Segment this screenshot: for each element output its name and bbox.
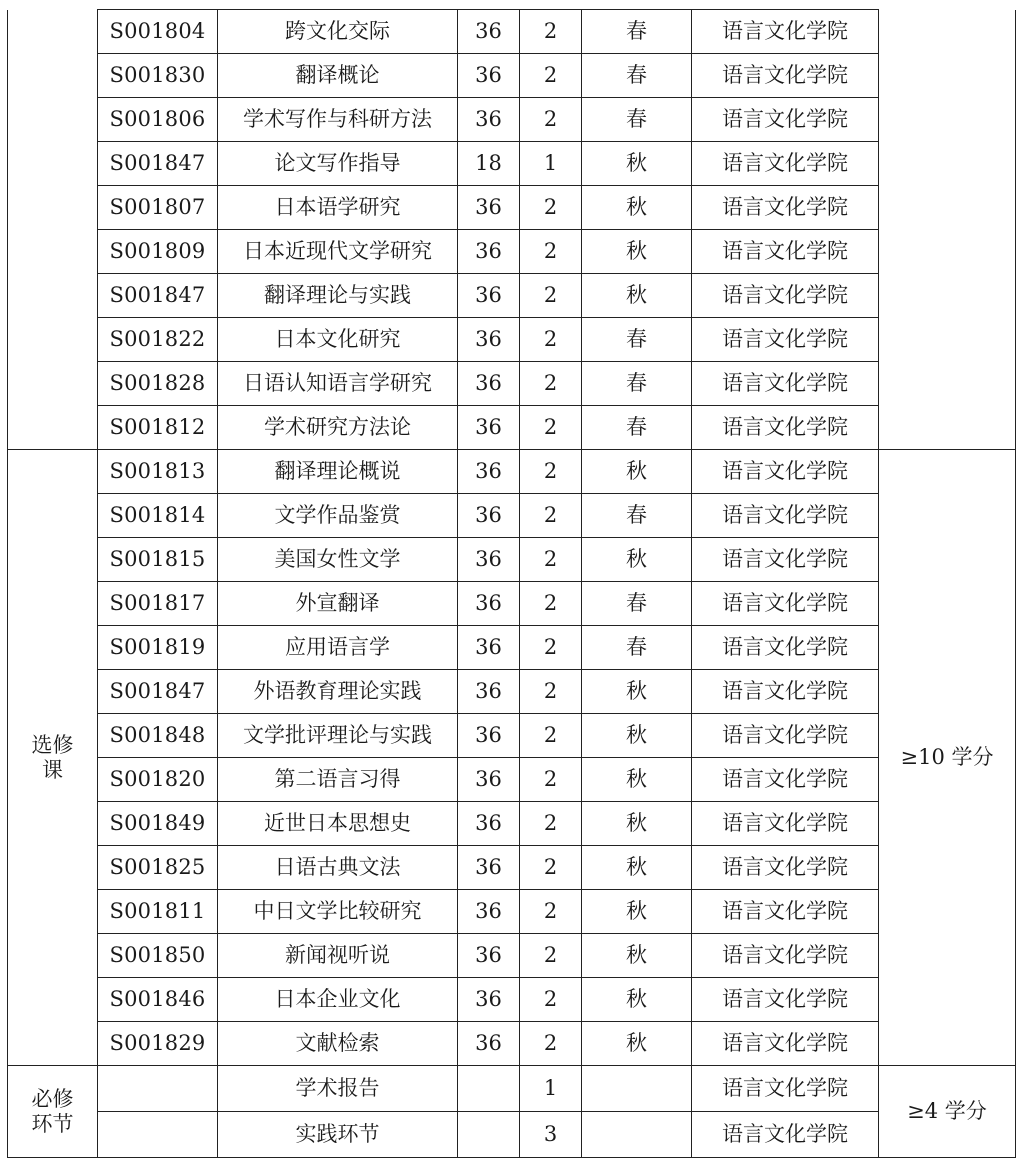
table-row (8, 230, 1016, 274)
course-hours: 36 (458, 1022, 520, 1066)
course-school: 语言文化学院 (692, 670, 879, 714)
table-row (8, 626, 1016, 670)
table-row (8, 450, 1016, 494)
course-name: 日语认知语言学研究 (218, 362, 458, 406)
group-label-line1: 必修 (31, 1087, 74, 1112)
group-label-line2: 课 (42, 757, 63, 782)
course-school: 语言文化学院 (692, 494, 879, 538)
course-term: 春 (582, 626, 692, 670)
course-credits: 2 (520, 978, 582, 1022)
course-credits: 2 (520, 626, 582, 670)
course-name: 日本语学研究 (218, 186, 458, 230)
table-row (8, 1112, 1016, 1158)
course-credits: 2 (520, 494, 582, 538)
course-name: 日本文化研究 (218, 318, 458, 362)
table-body (8, 10, 1016, 1158)
course-code: S001811 (98, 890, 218, 934)
course-term (582, 1066, 692, 1112)
course-credits: 1 (520, 1066, 582, 1112)
course-code: S001806 (98, 98, 218, 142)
course-term: 春 (582, 362, 692, 406)
course-credits: 2 (520, 846, 582, 890)
course-code: S001817 (98, 582, 218, 626)
course-name: 论文写作指导 (218, 142, 458, 186)
course-credits: 2 (520, 230, 582, 274)
table-row (8, 538, 1016, 582)
table-row (8, 274, 1016, 318)
course-school: 语言文化学院 (692, 626, 879, 670)
course-school: 语言文化学院 (692, 978, 879, 1022)
course-term: 秋 (582, 230, 692, 274)
course-term: 秋 (582, 758, 692, 802)
course-hours: 36 (458, 758, 520, 802)
course-school: 语言文化学院 (692, 1112, 879, 1158)
course-code: S001820 (98, 758, 218, 802)
course-school: 语言文化学院 (692, 758, 879, 802)
table-row (8, 318, 1016, 362)
course-hours: 36 (458, 318, 520, 362)
table-row (8, 10, 1016, 54)
course-school: 语言文化学院 (692, 10, 879, 54)
course-credits: 1 (520, 142, 582, 186)
course-credits: 2 (520, 934, 582, 978)
course-name: 第二语言习得 (218, 758, 458, 802)
course-credits: 2 (520, 10, 582, 54)
course-credits: 2 (520, 670, 582, 714)
course-code: S001830 (98, 54, 218, 98)
course-hours: 36 (458, 186, 520, 230)
course-code: S001804 (98, 10, 218, 54)
course-school: 语言文化学院 (692, 714, 879, 758)
course-code: S001809 (98, 230, 218, 274)
course-hours (458, 1066, 520, 1112)
course-code: S001819 (98, 626, 218, 670)
course-school: 语言文化学院 (692, 846, 879, 890)
course-term: 秋 (582, 802, 692, 846)
course-hours: 36 (458, 582, 520, 626)
course-term: 春 (582, 318, 692, 362)
course-credits: 2 (520, 98, 582, 142)
table-row (8, 714, 1016, 758)
course-school: 语言文化学院 (692, 142, 879, 186)
course-school: 语言文化学院 (692, 230, 879, 274)
course-code: S001812 (98, 406, 218, 450)
group-label-elective (8, 450, 98, 1066)
course-code (98, 1112, 218, 1158)
course-hours: 36 (458, 978, 520, 1022)
course-code: S001815 (98, 538, 218, 582)
course-name: 应用语言学 (218, 626, 458, 670)
course-hours: 36 (458, 538, 520, 582)
table-row (8, 494, 1016, 538)
course-code: S001814 (98, 494, 218, 538)
course-credits: 2 (520, 538, 582, 582)
course-code (98, 1066, 218, 1112)
course-credits: 2 (520, 758, 582, 802)
table-row (8, 98, 1016, 142)
group-label-cell (8, 10, 98, 450)
course-code: S001829 (98, 1022, 218, 1066)
course-name: 日本企业文化 (218, 978, 458, 1022)
credit-requirement-cell (879, 10, 1016, 450)
course-school: 语言文化学院 (692, 582, 879, 626)
table-row (8, 890, 1016, 934)
table-row (8, 978, 1016, 1022)
course-name: 新闻视听说 (218, 934, 458, 978)
course-term: 秋 (582, 978, 692, 1022)
table-row (8, 186, 1016, 230)
course-hours: 36 (458, 846, 520, 890)
course-hours (458, 1112, 520, 1158)
table-row (8, 1022, 1016, 1066)
group-label-line2: 环节 (31, 1111, 74, 1136)
course-code: S001828 (98, 362, 218, 406)
table-row (8, 846, 1016, 890)
course-school: 语言文化学院 (692, 98, 879, 142)
course-credits: 2 (520, 186, 582, 230)
course-code: S001847 (98, 142, 218, 186)
table-row (8, 1066, 1016, 1112)
course-school: 语言文化学院 (692, 538, 879, 582)
course-hours: 36 (458, 54, 520, 98)
course-school: 语言文化学院 (692, 54, 879, 98)
course-code: S001822 (98, 318, 218, 362)
course-term: 春 (582, 10, 692, 54)
course-hours: 36 (458, 362, 520, 406)
credit-requirement-elective: ≥10 学分 (879, 450, 1016, 1066)
course-code: S001848 (98, 714, 218, 758)
table-row (8, 582, 1016, 626)
course-credits: 2 (520, 406, 582, 450)
course-name: 实践环节 (218, 1112, 458, 1158)
course-name: 文学作品鉴赏 (218, 494, 458, 538)
course-term (582, 1112, 692, 1158)
course-code: S001849 (98, 802, 218, 846)
course-school: 语言文化学院 (692, 890, 879, 934)
course-term: 秋 (582, 450, 692, 494)
course-code: S001825 (98, 846, 218, 890)
table-row (8, 406, 1016, 450)
course-hours: 36 (458, 98, 520, 142)
course-term: 秋 (582, 142, 692, 186)
course-credits: 2 (520, 450, 582, 494)
course-term: 秋 (582, 186, 692, 230)
course-school: 语言文化学院 (692, 318, 879, 362)
course-hours: 36 (458, 890, 520, 934)
course-code: S001847 (98, 274, 218, 318)
course-hours: 36 (458, 406, 520, 450)
course-credits: 2 (520, 890, 582, 934)
course-school: 语言文化学院 (692, 406, 879, 450)
course-hours: 36 (458, 802, 520, 846)
course-term: 秋 (582, 890, 692, 934)
course-term: 春 (582, 98, 692, 142)
course-code: S001846 (98, 978, 218, 1022)
course-code: S001847 (98, 670, 218, 714)
course-code: S001807 (98, 186, 218, 230)
course-name: 翻译概论 (218, 54, 458, 98)
course-term: 秋 (582, 538, 692, 582)
course-credits: 2 (520, 362, 582, 406)
table-row (8, 758, 1016, 802)
course-term: 秋 (582, 846, 692, 890)
course-table (7, 9, 1016, 1158)
course-name: 中日文学比较研究 (218, 890, 458, 934)
table-row (8, 54, 1016, 98)
course-name: 外语教育理论实践 (218, 670, 458, 714)
course-school: 语言文化学院 (692, 362, 879, 406)
course-name: 文献检索 (218, 1022, 458, 1066)
course-credits: 2 (520, 714, 582, 758)
course-term: 春 (582, 582, 692, 626)
course-hours: 36 (458, 230, 520, 274)
course-hours: 36 (458, 274, 520, 318)
credit-requirement-practice: ≥4 学分 (879, 1066, 1016, 1158)
course-credits: 2 (520, 54, 582, 98)
course-term: 秋 (582, 670, 692, 714)
course-term: 秋 (582, 274, 692, 318)
course-name: 日语古典文法 (218, 846, 458, 890)
course-credits: 2 (520, 1022, 582, 1066)
course-school: 语言文化学院 (692, 1022, 879, 1066)
course-name: 外宣翻译 (218, 582, 458, 626)
course-credits: 2 (520, 802, 582, 846)
course-hours: 36 (458, 714, 520, 758)
course-school: 语言文化学院 (692, 186, 879, 230)
course-credits: 2 (520, 582, 582, 626)
course-name: 跨文化交际 (218, 10, 458, 54)
course-hours: 18 (458, 142, 520, 186)
course-name: 翻译理论概说 (218, 450, 458, 494)
course-credits: 2 (520, 318, 582, 362)
course-credits: 2 (520, 274, 582, 318)
course-name: 翻译理论与实践 (218, 274, 458, 318)
course-name: 学术报告 (218, 1066, 458, 1112)
course-hours: 36 (458, 10, 520, 54)
course-hours: 36 (458, 494, 520, 538)
course-name: 文学批评理论与实践 (218, 714, 458, 758)
course-code: S001850 (98, 934, 218, 978)
course-name: 学术研究方法论 (218, 406, 458, 450)
table-row (8, 670, 1016, 714)
course-hours: 36 (458, 626, 520, 670)
group-label-line1: 选修 (31, 733, 74, 758)
table-row (8, 802, 1016, 846)
course-name: 近世日本思想史 (218, 802, 458, 846)
course-school: 语言文化学院 (692, 450, 879, 494)
course-hours: 36 (458, 670, 520, 714)
table-row (8, 362, 1016, 406)
course-name: 学术写作与科研方法 (218, 98, 458, 142)
course-term: 春 (582, 406, 692, 450)
group-label-required-practice (8, 1066, 98, 1158)
course-term: 秋 (582, 934, 692, 978)
course-code: S001813 (98, 450, 218, 494)
course-hours: 36 (458, 934, 520, 978)
course-credits: 3 (520, 1112, 582, 1158)
course-name: 日本近现代文学研究 (218, 230, 458, 274)
course-term: 春 (582, 494, 692, 538)
course-school: 语言文化学院 (692, 934, 879, 978)
course-school: 语言文化学院 (692, 802, 879, 846)
course-term: 秋 (582, 714, 692, 758)
course-school: 语言文化学院 (692, 1066, 879, 1112)
course-term: 秋 (582, 1022, 692, 1066)
table-row (8, 934, 1016, 978)
table-row (8, 142, 1016, 186)
course-hours: 36 (458, 450, 520, 494)
course-name: 美国女性文学 (218, 538, 458, 582)
course-school: 语言文化学院 (692, 274, 879, 318)
course-term: 春 (582, 54, 692, 98)
